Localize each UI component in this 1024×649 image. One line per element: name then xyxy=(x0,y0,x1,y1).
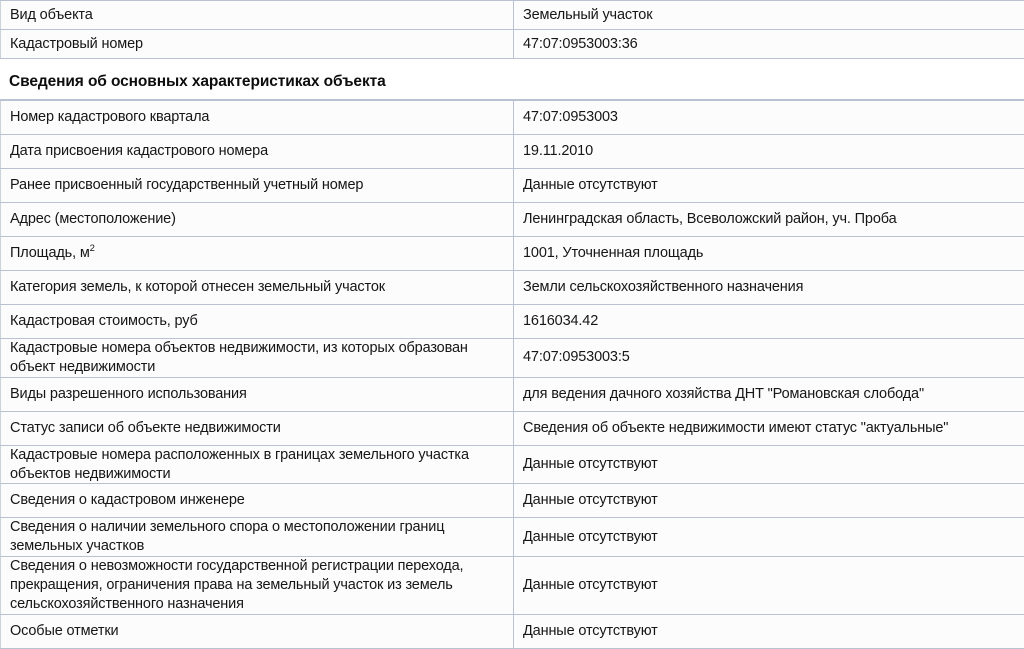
row-value-land-dispute: Данные отсутствуют xyxy=(514,518,1024,557)
page-title: Сведения об основных характеристиках объекта xyxy=(0,65,1024,100)
table-row xyxy=(1,203,1024,237)
table-row xyxy=(1,271,1024,305)
table-row xyxy=(1,445,1024,484)
row-label-registration-impossibility: Сведения о невозможности государственной регистрации перехода, прекращения, ограничения права на земельный участок из земель сельскохозяйственного назначения xyxy=(1,557,514,615)
table-row xyxy=(1,135,1024,169)
table-row xyxy=(1,305,1024,339)
row-label-special-notes: Особые отметки xyxy=(1,614,514,648)
row-label-source-objects: Кадастровые номера объектов недвижимости, из которых образован объект недвижимости xyxy=(1,339,514,378)
row-value-cadastral-value: 1616034.42 xyxy=(514,305,1024,339)
row-value-address: Ленинградская область, Всеволожский район, уч. Проба xyxy=(514,203,1024,237)
object-summary-body xyxy=(1,1,1024,59)
row-value-record-status: Сведения об объекте недвижимости имеют статус "актуальные" xyxy=(514,411,1024,445)
superscript-two: 2 xyxy=(90,243,95,254)
row-label-permitted-use: Виды разрешенного использования xyxy=(1,377,514,411)
row-value-permitted-use: для ведения дачного хозяйства ДНТ "Романовская слобода" xyxy=(514,377,1024,411)
table-row xyxy=(1,30,1024,59)
row-label-assignment-date: Дата присвоения кадастрового номера xyxy=(1,135,514,169)
table-row xyxy=(1,614,1024,648)
row-value-source-objects: 47:07:0953003:5 xyxy=(514,339,1024,378)
row-label-record-status: Статус записи об объекте недвижимости xyxy=(1,411,514,445)
table-row xyxy=(1,518,1024,557)
main-characteristics-body xyxy=(1,101,1024,649)
row-label-previous-number: Ранее присвоенный государственный учетный номер xyxy=(1,169,514,203)
row-value-located-objects: Данные отсутствуют xyxy=(514,445,1024,484)
row-label-cadastral-engineer: Сведения о кадастровом инженере xyxy=(1,484,514,518)
table-row xyxy=(1,339,1024,378)
section-heading-row xyxy=(0,65,1024,100)
row-label-land-category: Категория земель, к которой отнесен земельный участок xyxy=(1,271,514,305)
row-label-area-text: Площадь, м xyxy=(10,245,90,261)
row-value-quarter-number: 47:07:0953003 xyxy=(514,101,1024,135)
table-row xyxy=(1,377,1024,411)
row-label-cadastral-number: Кадастровый номер xyxy=(1,30,514,59)
row-value-assignment-date: 19.11.2010 xyxy=(514,135,1024,169)
row-value-previous-number: Данные отсутствуют xyxy=(514,169,1024,203)
row-value-registration-impossibility: Данные отсутствуют xyxy=(514,557,1024,615)
row-value-area: 1001, Уточненная площадь xyxy=(514,237,1024,271)
row-label-address: Адрес (местоположение) xyxy=(1,203,514,237)
row-value-object-type: Земельный участок xyxy=(514,1,1024,30)
table-row xyxy=(1,557,1024,615)
row-label-located-objects: Кадастровые номера расположенных в границах земельного участка объектов недвижимости xyxy=(1,445,514,484)
table-row xyxy=(1,1,1024,30)
main-characteristics-table xyxy=(0,100,1024,649)
section-heading-table xyxy=(0,65,1024,100)
table-row xyxy=(1,237,1024,271)
table-row xyxy=(1,411,1024,445)
table-row xyxy=(1,101,1024,135)
object-summary-table xyxy=(0,0,1024,59)
row-value-cadastral-number: 47:07:0953003:36 xyxy=(514,30,1024,59)
row-label-cadastral-value: Кадастровая стоимость, руб xyxy=(1,305,514,339)
row-label-area xyxy=(1,237,514,271)
row-value-land-category: Земли сельскохозяйственного назначения xyxy=(514,271,1024,305)
table-row xyxy=(1,169,1024,203)
row-label-quarter-number: Номер кадастрового квартала xyxy=(1,101,514,135)
row-label-land-dispute: Сведения о наличии земельного спора о местоположении границ земельных участков xyxy=(1,518,514,557)
row-value-cadastral-engineer: Данные отсутствуют xyxy=(514,484,1024,518)
table-row xyxy=(1,484,1024,518)
row-label-object-type: Вид объекта xyxy=(1,1,514,30)
row-value-special-notes: Данные отсутствуют xyxy=(514,614,1024,648)
